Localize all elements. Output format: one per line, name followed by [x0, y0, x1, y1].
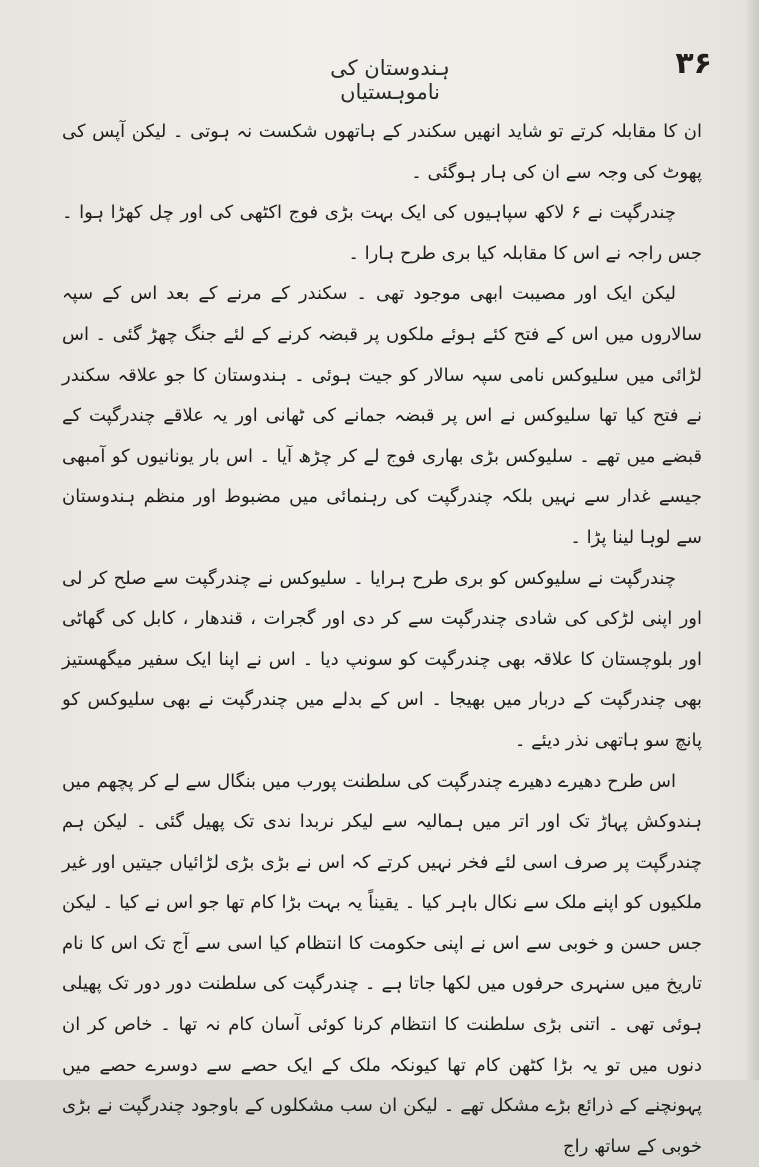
body-text — [62, 112, 702, 1167]
page-edge-shadow — [745, 0, 759, 1080]
paragraph-4: چندرگپت نے سلیوکس کو بری طرح ہرایا ۔ سلیوکس نے چندرگپت سے صلح کر لی اور اپنی لڑکی کی شادی چندرگپت سے کر دی اور گجرات ، قندھار ، کابل کی گھاٹی اور بلوچستان کا علاقہ بھی چندرگپت کو سونپ دیا ۔ اس نے اپنا ایک سفیر میگھستیز بھی چندرگپت کے دربار میں بھیجا ۔ اس کے بدلے میں چندرگپت نے بھی سلیوکس کو پانچ سو ہاتھی نذر دیئے ۔ — [62, 559, 702, 762]
paragraph-1: ان کا مقابلہ کرتے تو شاید انھیں سکندر کے ہاتھوں شکست نہ ہوتی ۔ لیکن آپس کی پھوٹ کی وجہ سے ان کی ہار ہوگئی ۔ — [62, 112, 702, 193]
paragraph-3: لیکن ایک اور مصیبت ابھی موجود تھی ۔ سکندر کے مرنے کے بعد اس کے سپہ سالاروں میں اس کے فتح کئے ہوئے ملکوں پر قبضہ کرنے کے لئے جنگ چھڑ گئی ۔ اس لڑائی میں سلیوکس نامی سپہ سالار کو جیت ہوئی ۔ ہندوستان کا جو علاقہ سکندر نے فتح کیا تھا سلیوکس نے اس پر قبضہ جمانے کی ٹھانی اور یہ علاقے چندرگپت کے قبضے میں تھے ۔ سلیوکس بڑی بھاری فوج لے کر چڑھ آیا ۔ اس بار یونانیوں کو آمبھی جیسے غدار سے نہیں بلکہ چندرگپت کی رہنمائی میں مضبوط اور منظم ہندوستان سے لوہا لینا پڑا ۔ — [62, 274, 702, 558]
paragraph-5: اس طرح دھیرے دھیرے چندرگپت کی سلطنت پورب میں بنگال سے لے کر پچھم میں ہندوکش پہاڑ تک اور اتر میں ہمالیہ سے لیکر نربدا ندی تک پھیل گئی ۔ لیکن ہم چندرگپت پر صرف اسی لئے فخر نہیں کرتے کہ اس نے بڑی بڑی لڑائیاں جیتیں اور غیر ملکیوں کو اپنے ملک سے نکال باہر کیا ۔ یقیناً یہ بہت بڑا کام تھا جو اس نے کیا ۔ لیکن جس حسن و خوبی سے اس نے اپنی حکومت کا انتظام کیا اسی سے آج تک اس کا نام تاریخ میں سنہری حرفوں میں لکھا جاتا ہے ۔ چندرگپت کی سلطنت دور دور تک پھیلی ہوئی تھی ۔ اتنی بڑی سلطنت کا انتظام کرنا کوئی آسان کام نہ تھا ۔ خاص کر ان دنوں میں تو یہ بڑا کٹھن کام تھا کیونکہ ملک کے ایک حصے سے دوسرے حصے میں پہونچنے کے ذرائع بڑے مشکل تھے ۔ لیکن ان سب مشکلوں کے باوجود چندرگپت نے بڑی خوبی کے ساتھ راج — [62, 762, 702, 1167]
page-number: ۳۶ — [632, 46, 712, 81]
paragraph-2: چندرگپت نے ۶ لاکھ سپاہیوں کی ایک بہت بڑی فوج اکٹھی کی اور چل کھڑا ہوا ۔ جس راجہ نے اس کا مقابلہ کیا بری طرح ہارا ۔ — [62, 193, 702, 274]
running-header: ہندوستان کی ناموہستیاں — [290, 56, 490, 104]
